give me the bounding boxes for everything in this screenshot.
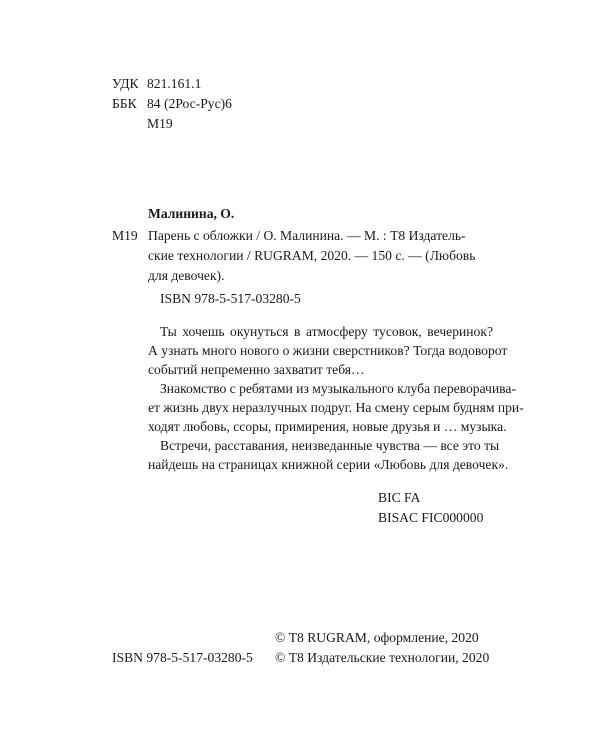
abstract-line: событий непременно захватит тебя… bbox=[148, 362, 365, 377]
bic-code: BIC FA bbox=[378, 490, 421, 505]
entry-code: М19 bbox=[112, 228, 138, 243]
abstract-line: Ты хочешь окунуться в атмосферу тусовок, вечеринок? bbox=[160, 324, 493, 339]
bbk-label: ББК bbox=[112, 96, 137, 111]
abstract-line: найдешь на страницах книжной серии «Любовь для девочек». bbox=[148, 457, 509, 472]
isbn-main: ISBN 978-5-517-03280-5 bbox=[160, 291, 301, 306]
copyright-publisher: © Т8 Издательские технологии, 2020 bbox=[275, 650, 490, 665]
abstract-line: Встречи, расставания, неизведанные чувства — все это ты bbox=[160, 438, 500, 453]
author-mark-code: М19 bbox=[147, 116, 173, 131]
udk-label: УДК bbox=[112, 76, 139, 91]
bbk-value: 84 (2Рос-Рус)6 bbox=[147, 96, 232, 111]
isbn-footer: ISBN 978-5-517-03280-5 bbox=[112, 650, 253, 665]
abstract-line: А узнать много нового о жизни сверстников? Тогда водоворот bbox=[148, 343, 508, 358]
description-line: для девочек). bbox=[148, 268, 225, 283]
author-name: Малинина, О. bbox=[148, 206, 235, 221]
bisac-code: BISAC FIC000000 bbox=[378, 510, 484, 525]
copyright-design: © Т8 RUGRAM, оформление, 2020 bbox=[275, 630, 479, 645]
description-line: ские технологии / RUGRAM, 2020. — 150 с. — (Любовь bbox=[148, 248, 476, 263]
description-line: Парень с обложки / О. Малинина. — М. : Т8 Издатель- bbox=[148, 228, 466, 243]
abstract-line: Знакомство с ребятами из музыкального клуба переворачива- bbox=[160, 381, 516, 396]
abstract-line: ет жизнь двух неразлучных подруг. На смену серым будням при- bbox=[148, 400, 524, 415]
udk-value: 821.161.1 bbox=[147, 76, 202, 91]
abstract-line: ходят любовь, ссоры, примирения, новые друзья и … музыка. bbox=[148, 419, 507, 434]
